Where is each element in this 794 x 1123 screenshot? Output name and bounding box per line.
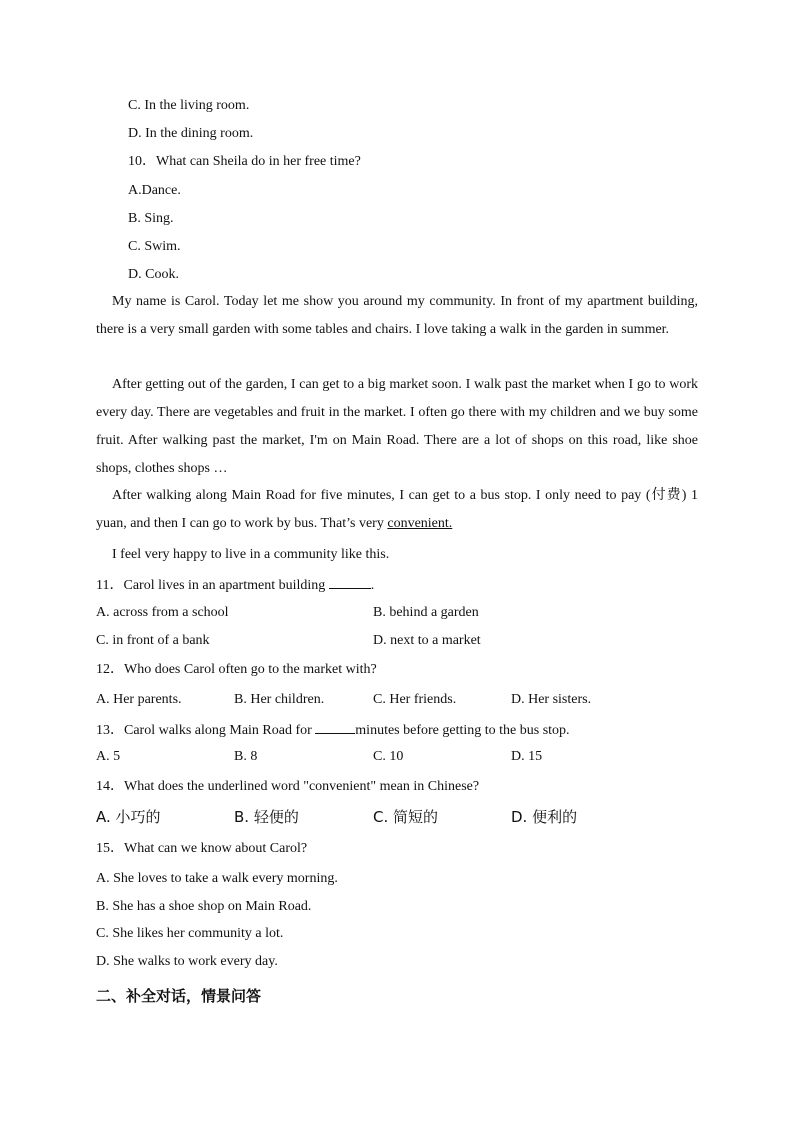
- q13-option-d: D. 15: [511, 749, 543, 764]
- q14-option-c: C. 简短的: [373, 808, 439, 826]
- q12-option-c: C. Her friends.: [373, 692, 457, 707]
- answer-blank: [329, 574, 371, 589]
- q14-option-b: B. 轻便的: [234, 808, 299, 826]
- passage-paragraph-1: [96, 288, 698, 344]
- passage-paragraph-3: [96, 482, 698, 538]
- q15-option-b: B. She has a shoe shop on Main Road.: [96, 899, 312, 914]
- q14-question: 14．What does the underlined word "convenient" mean in Chinese?: [96, 779, 480, 794]
- q9-option-d: D. In the dining room.: [128, 126, 254, 141]
- answer-blank: [315, 719, 355, 734]
- q12-option-d: D. Her sisters.: [511, 692, 592, 707]
- q11-question-text: 11．Carol lives in an apartment building: [96, 578, 329, 593]
- q12-option-b: B. Her children.: [234, 692, 325, 707]
- q13-option-c: C. 10: [373, 749, 404, 764]
- q15-question: 15．What can we know about Carol?: [96, 841, 308, 856]
- q14-option-a: A. 小巧的: [96, 808, 161, 826]
- q10-option-d: D. Cook.: [128, 267, 179, 282]
- q10-question: 10．What can Sheila do in her free time?: [128, 154, 361, 169]
- q9-option-c: C. In the living room.: [128, 98, 250, 113]
- q15-option-a: A. She loves to take a walk every morning.: [96, 871, 338, 886]
- q11-option-c: C. in front of a bank: [96, 633, 210, 648]
- q11-option-d: D. next to a market: [373, 633, 481, 648]
- passage-paragraph-4: I feel very happy to live in a community like this.: [112, 547, 390, 562]
- q10-option-a: A.Dance.: [128, 183, 181, 198]
- q13-question: [96, 719, 570, 740]
- underlined-word: convenient.: [387, 516, 453, 531]
- passage-p1-text: My name is Carol. Today let me show you around my community. In front of my apartment building, there is a very small garden with some tables and chairs. I love taking a walk in the garden in summer.: [96, 294, 698, 337]
- q13-question-text: 13．Carol walks along Main Road for: [96, 723, 316, 738]
- q12-question: 12．Who does Carol often go to the market with?: [96, 662, 377, 677]
- passage-p3-text: After walking along Main Road for five minutes, I can get to a bus stop. I only need to pay (付费) 1 yuan, and then I can go to work by bus. That’s very: [96, 488, 698, 531]
- q11-question-end: .: [370, 578, 375, 593]
- q11-option-a: A. across from a school: [96, 605, 229, 620]
- q10-option-b: B. Sing.: [128, 211, 174, 226]
- q11-option-b: B. behind a garden: [373, 605, 479, 620]
- q15-option-c: C. She likes her community a lot.: [96, 926, 284, 941]
- section-heading: 二、补全对话，情景问答: [96, 987, 262, 1005]
- q13-option-b: B. 8: [234, 749, 258, 764]
- q12-option-a: A. Her parents.: [96, 692, 182, 707]
- q11-question: [96, 574, 374, 595]
- passage-p2-text: After getting out of the garden, I can get to a big market soon. I walk past the market when I go to work every day. There are vegetables and fruit in the market. I often go there with my children and we buy some fruit. After walking past the market, I'm on Main Road. There are a lot of shops on this road, like shoe shops, clothes shops …: [96, 377, 698, 476]
- q15-option-d: D. She walks to work every day.: [96, 954, 278, 969]
- q10-option-c: C. Swim.: [128, 239, 181, 254]
- q13-question-end: minutes before getting to the bus stop.: [355, 723, 570, 738]
- passage-paragraph-2: [96, 371, 698, 483]
- q13-option-a: A. 5: [96, 749, 121, 764]
- q14-option-d: D. 便利的: [511, 808, 578, 826]
